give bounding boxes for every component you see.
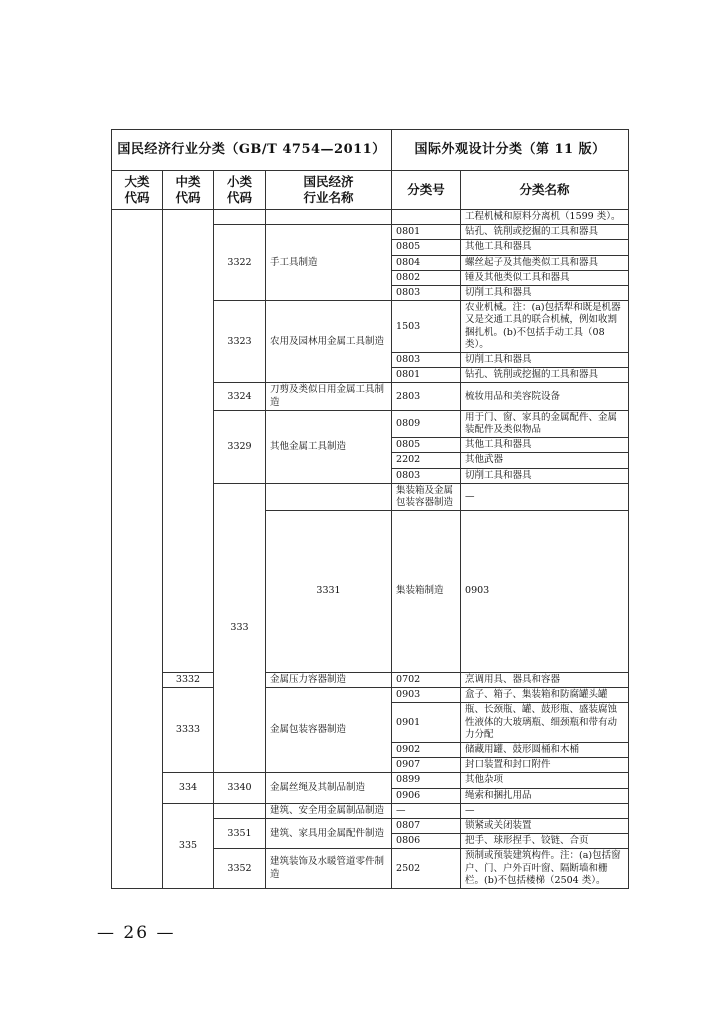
class-code-cell: 0907 [392, 758, 461, 773]
class-name-cell: 梳妆用品和美容院设备 [461, 383, 629, 410]
small-code-cell: 3332 [163, 672, 214, 687]
class-name-cell: 螺丝起子及其他类似工具和器具 [461, 255, 629, 270]
col-small-code: 小类 代码 [214, 171, 266, 210]
class-code-cell: 0906 [392, 788, 461, 803]
industry-name-cell: 金属包装容器制造 [266, 688, 392, 773]
class-name-cell: 切削工具和器具 [461, 468, 629, 483]
class-code-cell: 0803 [392, 353, 461, 368]
industry-name-cell: 建筑装饰及水暖管道零件制造 [266, 849, 392, 889]
class-name-cell: 其他工具和器具 [461, 240, 629, 255]
class-name-cell: 储藏用罐、鼓形圆桶和木桶 [461, 742, 629, 757]
class-name-cell: 其他工具和器具 [461, 438, 629, 453]
small-code-cell: 3329 [214, 410, 266, 483]
class-code-cell: 0804 [392, 255, 461, 270]
small-code-cell [266, 483, 392, 510]
class-name-cell: 封口装置和封口附件 [461, 758, 629, 773]
small-code-cell: 3340 [214, 773, 266, 803]
class-name-cell: 瓶、长颈瓶、罐、鼓形瓶、盛装腐蚀性液体的大玻璃瓶、细颈瓶和带有动力分配 [461, 703, 629, 743]
class-code-cell: — [461, 483, 629, 510]
page-number: — 26 — [97, 923, 176, 943]
small-code-cell: 3333 [163, 688, 214, 773]
class-name-cell: 钻孔、铣削或挖掘的工具和器具 [461, 368, 629, 383]
class-name-cell: — [461, 803, 629, 818]
industry-name-cell: 建筑、家具用金属配件制造 [266, 818, 392, 848]
small-code-cell: 3324 [214, 383, 266, 410]
small-code-cell [214, 210, 266, 225]
classification-table [111, 129, 628, 886]
class-name-cell: 烹调用具、器具和容器 [461, 672, 629, 687]
class-name-cell: 其他杂项 [461, 773, 629, 788]
class-code-cell: 2202 [392, 453, 461, 468]
major-code-cell [112, 210, 163, 889]
col-class-code: 分类号 [392, 171, 461, 210]
industry-name-cell: 集装箱制造 [392, 511, 461, 673]
class-code-cell: 1503 [392, 301, 461, 353]
class-code-cell: 0805 [392, 438, 461, 453]
class-code-cell: 0805 [392, 240, 461, 255]
small-code-cell: 3331 [266, 511, 392, 673]
industry-name-cell: 刀剪及类似日用金属工具制造 [266, 383, 392, 410]
industry-name-cell: 手工具制造 [266, 225, 392, 301]
industry-name-cell: 其他金属工具制造 [266, 410, 392, 483]
class-code-cell: — [392, 803, 461, 818]
mid-code-cell: 335 [163, 803, 214, 888]
industry-name-cell: 金属丝绳及其制品制造 [266, 773, 392, 803]
class-code-cell: 0807 [392, 818, 461, 833]
class-code-cell: 2502 [392, 849, 461, 889]
industry-name-cell: 建筑、安全用金属制品制造 [266, 803, 392, 818]
class-code-cell: 0899 [392, 773, 461, 788]
class-name-cell: 绳索和捆扎用品 [461, 788, 629, 803]
class-name-cell: 预制或预装建筑构件。注：(a)包括窗户、门、户外百叶窗、隔断墙和栅栏。(b)不包括楼梯（2504 类）。 [461, 849, 629, 889]
class-code-cell [392, 210, 461, 225]
col-industry-name: 国民经济 行业名称 [266, 171, 392, 210]
small-code-cell: 3322 [214, 225, 266, 301]
class-code-cell: 0702 [392, 672, 461, 687]
industry-name-cell [266, 210, 392, 225]
class-name-cell: 钻孔、铣削或挖掘的工具和器具 [461, 225, 629, 240]
class-name-cell: 盒子、箱子、集装箱和防腐罐头罐 [461, 688, 629, 703]
class-code-cell: 0801 [392, 225, 461, 240]
industry-name-cell: 金属压力容器制造 [266, 672, 392, 687]
class-code-cell: 0803 [392, 468, 461, 483]
header-national-classification: 国民经济行业分类（GB/T 4754—2011） [112, 130, 392, 171]
class-code-cell: 0801 [392, 368, 461, 383]
class-name-cell: 把手、球形捏手、铰链、合页 [461, 834, 629, 849]
class-code-cell: 0806 [392, 834, 461, 849]
class-code-cell: 0903 [461, 511, 629, 673]
small-code-cell: 3352 [214, 849, 266, 889]
industry-name-cell: 集装箱及金属包装容器制造 [392, 483, 461, 510]
class-name-cell: 农业机械。注：(a)包括犁和既是机器又是交通工具的联合机械，例如收割捆扎机。(b)不包括手动工具（08 类）。 [461, 301, 629, 353]
class-name-cell: 锤及其他类似工具和器具 [461, 270, 629, 285]
class-name-cell: 切削工具和器具 [461, 286, 629, 301]
mid-code-cell: 333 [214, 483, 266, 772]
small-code-cell: 3351 [214, 818, 266, 848]
class-name-cell: 工程机械和原料分离机（1599 类）。 [461, 210, 629, 225]
class-name-cell: 锁紧或关闭装置 [461, 818, 629, 833]
class-code-cell: 0802 [392, 270, 461, 285]
small-code-cell: 3323 [214, 301, 266, 383]
small-code-cell [214, 803, 266, 818]
col-class-name: 分类名称 [461, 171, 629, 210]
class-code-cell: 2803 [392, 383, 461, 410]
class-name-cell: 其他武器 [461, 453, 629, 468]
header-international-classification: 国际外观设计分类（第 11 版） [392, 130, 629, 171]
class-code-cell: 0902 [392, 742, 461, 757]
class-code-cell: 0903 [392, 688, 461, 703]
mid-code-cell [163, 210, 214, 673]
class-code-cell: 0803 [392, 286, 461, 301]
col-major-code: 大类 代码 [112, 171, 163, 210]
industry-name-cell: 农用及园林用金属工具制造 [266, 301, 392, 383]
mid-code-cell: 334 [163, 773, 214, 803]
class-name-cell: 切削工具和器具 [461, 353, 629, 368]
class-code-cell: 0901 [392, 703, 461, 743]
class-code-cell: 0809 [392, 410, 461, 437]
col-mid-code: 中类 代码 [163, 171, 214, 210]
class-name-cell: 用于门、窗、家具的金属配件、金属装配件及类似物品 [461, 410, 629, 437]
